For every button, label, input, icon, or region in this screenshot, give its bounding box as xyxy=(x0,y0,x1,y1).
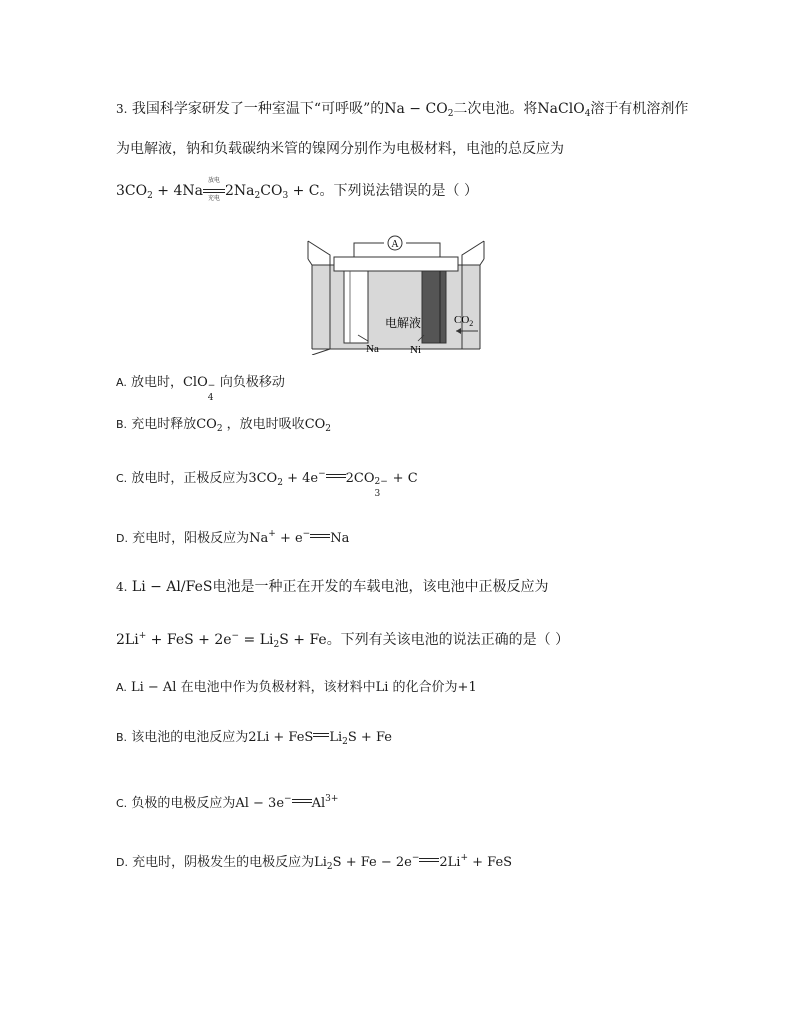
electrolyte-label: 电解液 xyxy=(384,316,422,330)
battery-diagram xyxy=(306,235,486,355)
reaction-condition: 放电 充电 xyxy=(203,187,225,193)
q3-number: 3. xyxy=(116,102,128,116)
q3-line-3: $3CO_2 + 4Na$ 放电 充电 $2Na_2CO_3 + C$。下列说法错误的是（ ） xyxy=(116,177,478,202)
q3-line-2: 为电解液，钠和负载碳纳米管的镍网分别作为电极材料，电池的总反应为 xyxy=(116,141,564,157)
electrolyte-fill xyxy=(312,265,480,349)
co2-label: $CO_2$ xyxy=(454,314,474,328)
q4-option-c: C. 负极的电极反应为Al − 3e− $Al^{3+}$ xyxy=(116,794,339,811)
q3-option-a: A. 放电时，ClO − 4 向负极移动 xyxy=(116,375,285,403)
q4-option-a: A. Li − Al 在电池中作为负极材料，该材料中Li 的化合价为+1 xyxy=(116,680,477,695)
q4-number: 4. xyxy=(116,580,128,594)
q4-line-2: 2Li+ + FeS + $2e^- = Li_2S + Fe$。下列有关该电池的说法正确的是（ ） xyxy=(116,631,570,650)
ni-electrode xyxy=(422,271,446,343)
q4-option-d: D. 充电时，阴极发生的电极反应为$Li_2S + Fe - 2e^-$ 2Li+ + FeS xyxy=(116,853,513,872)
q4-line-1: 4. Li − Al/FeS电池是一种正在开发的车载电池，该电池中正极反应为 xyxy=(116,579,549,595)
ni-label: Ni xyxy=(410,344,421,355)
q4-option-b: B. 该电池的电池反应为2Li + FeS $Li_2S + Fe$ xyxy=(116,730,392,747)
q3-option-c: C. 放电时，正极反应为$3CO_2 + 4e^-$ 2CO 2− 3 + C xyxy=(116,469,418,499)
q3-option-b: B. 充电时释放$CO_2$ ，放电时吸收$CO_2$ xyxy=(116,417,332,434)
q3-line-1: 3. 我国科学家研发了一种室温下“可呼吸”的$Na - CO_2$二次电池。将NaClO$_4$溶于有机溶剂作 xyxy=(116,101,689,119)
svg-text:A: A xyxy=(391,239,399,250)
na-label: Na xyxy=(366,343,379,355)
q3-option-d: D. 充电时，阳极反应为Na+ + e− Na xyxy=(116,529,350,546)
na-electrode xyxy=(344,271,368,343)
